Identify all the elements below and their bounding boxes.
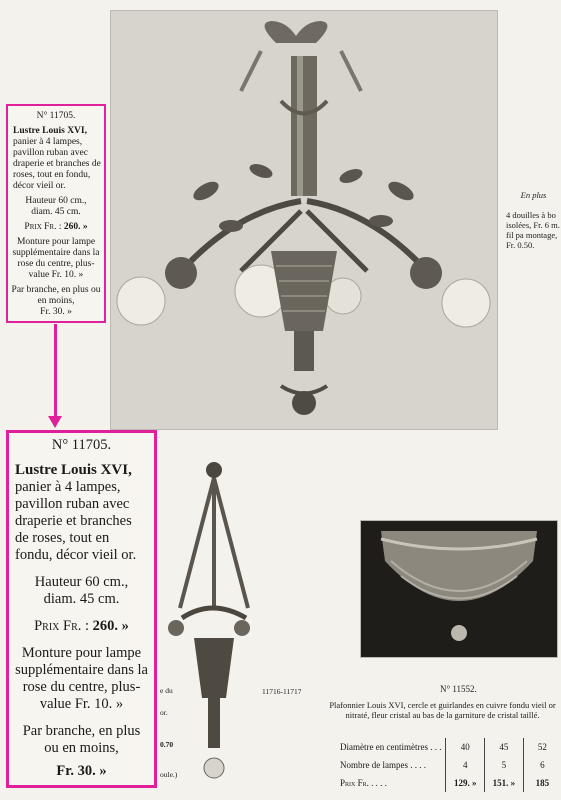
plafonnier-description-text: Plafonnier Louis XVI, cercle et guirlandes en cuivre fondu vieil or nitraté, fleur cristal au bas de la garniture de cristal taillé.	[329, 700, 556, 720]
item-diameter: diam. 45 cm.	[31, 207, 81, 217]
item-title-zoomed: Lustre Louis XVI,	[15, 462, 132, 478]
item-height-zoomed: Hauteur 60 cm.,	[34, 574, 129, 590]
table-row-label: Prix Fr. . . . .	[340, 778, 387, 788]
table-cell: 40	[446, 738, 485, 756]
chandelier-photo-hanging	[162, 458, 250, 788]
table-cell: 151. »	[485, 774, 524, 792]
table-row	[336, 738, 561, 756]
table-row	[336, 774, 561, 792]
chandelier-illustration	[111, 11, 497, 429]
middle-price: 0.70	[160, 740, 174, 749]
plafonnier-number: N° 11552.	[440, 684, 477, 694]
caption-box-small	[6, 104, 106, 323]
pointer-arrow-head	[48, 416, 62, 428]
branch-price-zoomed: Fr. 30. »	[56, 763, 107, 779]
chandelier-photo-main	[110, 10, 498, 430]
table-cell: 45	[485, 738, 524, 756]
table-cell: 52	[523, 738, 561, 756]
item-height: Hauteur 60 cm.,	[25, 196, 87, 206]
pointer-arrow-line	[54, 324, 57, 422]
price-label: Prix Fr. :	[24, 222, 62, 232]
branch-text: Par branche, en plus ou en moins,	[11, 285, 101, 306]
plafonnier-spec-table	[336, 738, 561, 792]
extra-text: Monture pour lampe supplémentaire dans la rose du centre, plus-value	[12, 237, 100, 280]
table-row-label: Diamètre en centimètres . . .	[340, 742, 442, 752]
branch-price: Fr. 30. »	[40, 307, 72, 317]
branch-text-zoomed: Par branche, en plus ou en moins,	[22, 723, 141, 756]
item-description: panier à 4 lampes, pavillon ruban avec draperie et branches de roses, tout en fondu, décor vieil or.	[13, 137, 101, 191]
item-diameter-zoomed: diam. 45 cm.	[43, 591, 120, 607]
middle-fragment-3: oule.)	[160, 770, 178, 779]
middle-fragment-2: or.	[160, 708, 168, 717]
price-value-zoomed: 260. »	[92, 618, 129, 634]
item-description-zoomed: panier à 4 lampes, pavillon ruban avec draperie et branches de roses, tout en fondu, décor vieil or.	[15, 479, 137, 563]
middle-ref: 11716-11717	[262, 687, 302, 696]
right-heading: En plus	[520, 190, 547, 200]
table-cell: 5	[485, 756, 524, 774]
item-title: Lustre Louis XVI,	[13, 126, 87, 136]
caption-box-zoomed	[6, 430, 157, 788]
price-value: 260. »	[63, 222, 88, 232]
middle-fragment-1: e du	[160, 686, 173, 695]
plafonnier-photo	[360, 520, 558, 658]
right-text: 4 douilles à bo isolées, Fr. 6 m. fil pa montage, Fr. 0.50.	[506, 210, 560, 250]
item-number: N° 11705.	[36, 111, 76, 121]
extra-text-zoomed: Monture pour lampe supplémentaire dans la rose du centre, plus-value	[15, 645, 148, 712]
table-cell: 129. »	[446, 774, 485, 792]
price-label-zoomed: Prix Fr. :	[34, 618, 90, 634]
table-row-label: Nombre de lampes . . . .	[340, 760, 426, 770]
table-cell: 185	[523, 774, 561, 792]
right-column	[506, 190, 561, 250]
extra-price: Fr. 10. »	[51, 270, 84, 280]
extra-price-zoomed: Fr. 10. »	[74, 696, 124, 712]
table-cell: 4	[446, 756, 485, 774]
table-cell: 6	[523, 756, 561, 774]
table-row	[336, 756, 561, 774]
plafonnier-description	[324, 700, 561, 720]
item-number-zoomed: N° 11705.	[51, 437, 112, 453]
